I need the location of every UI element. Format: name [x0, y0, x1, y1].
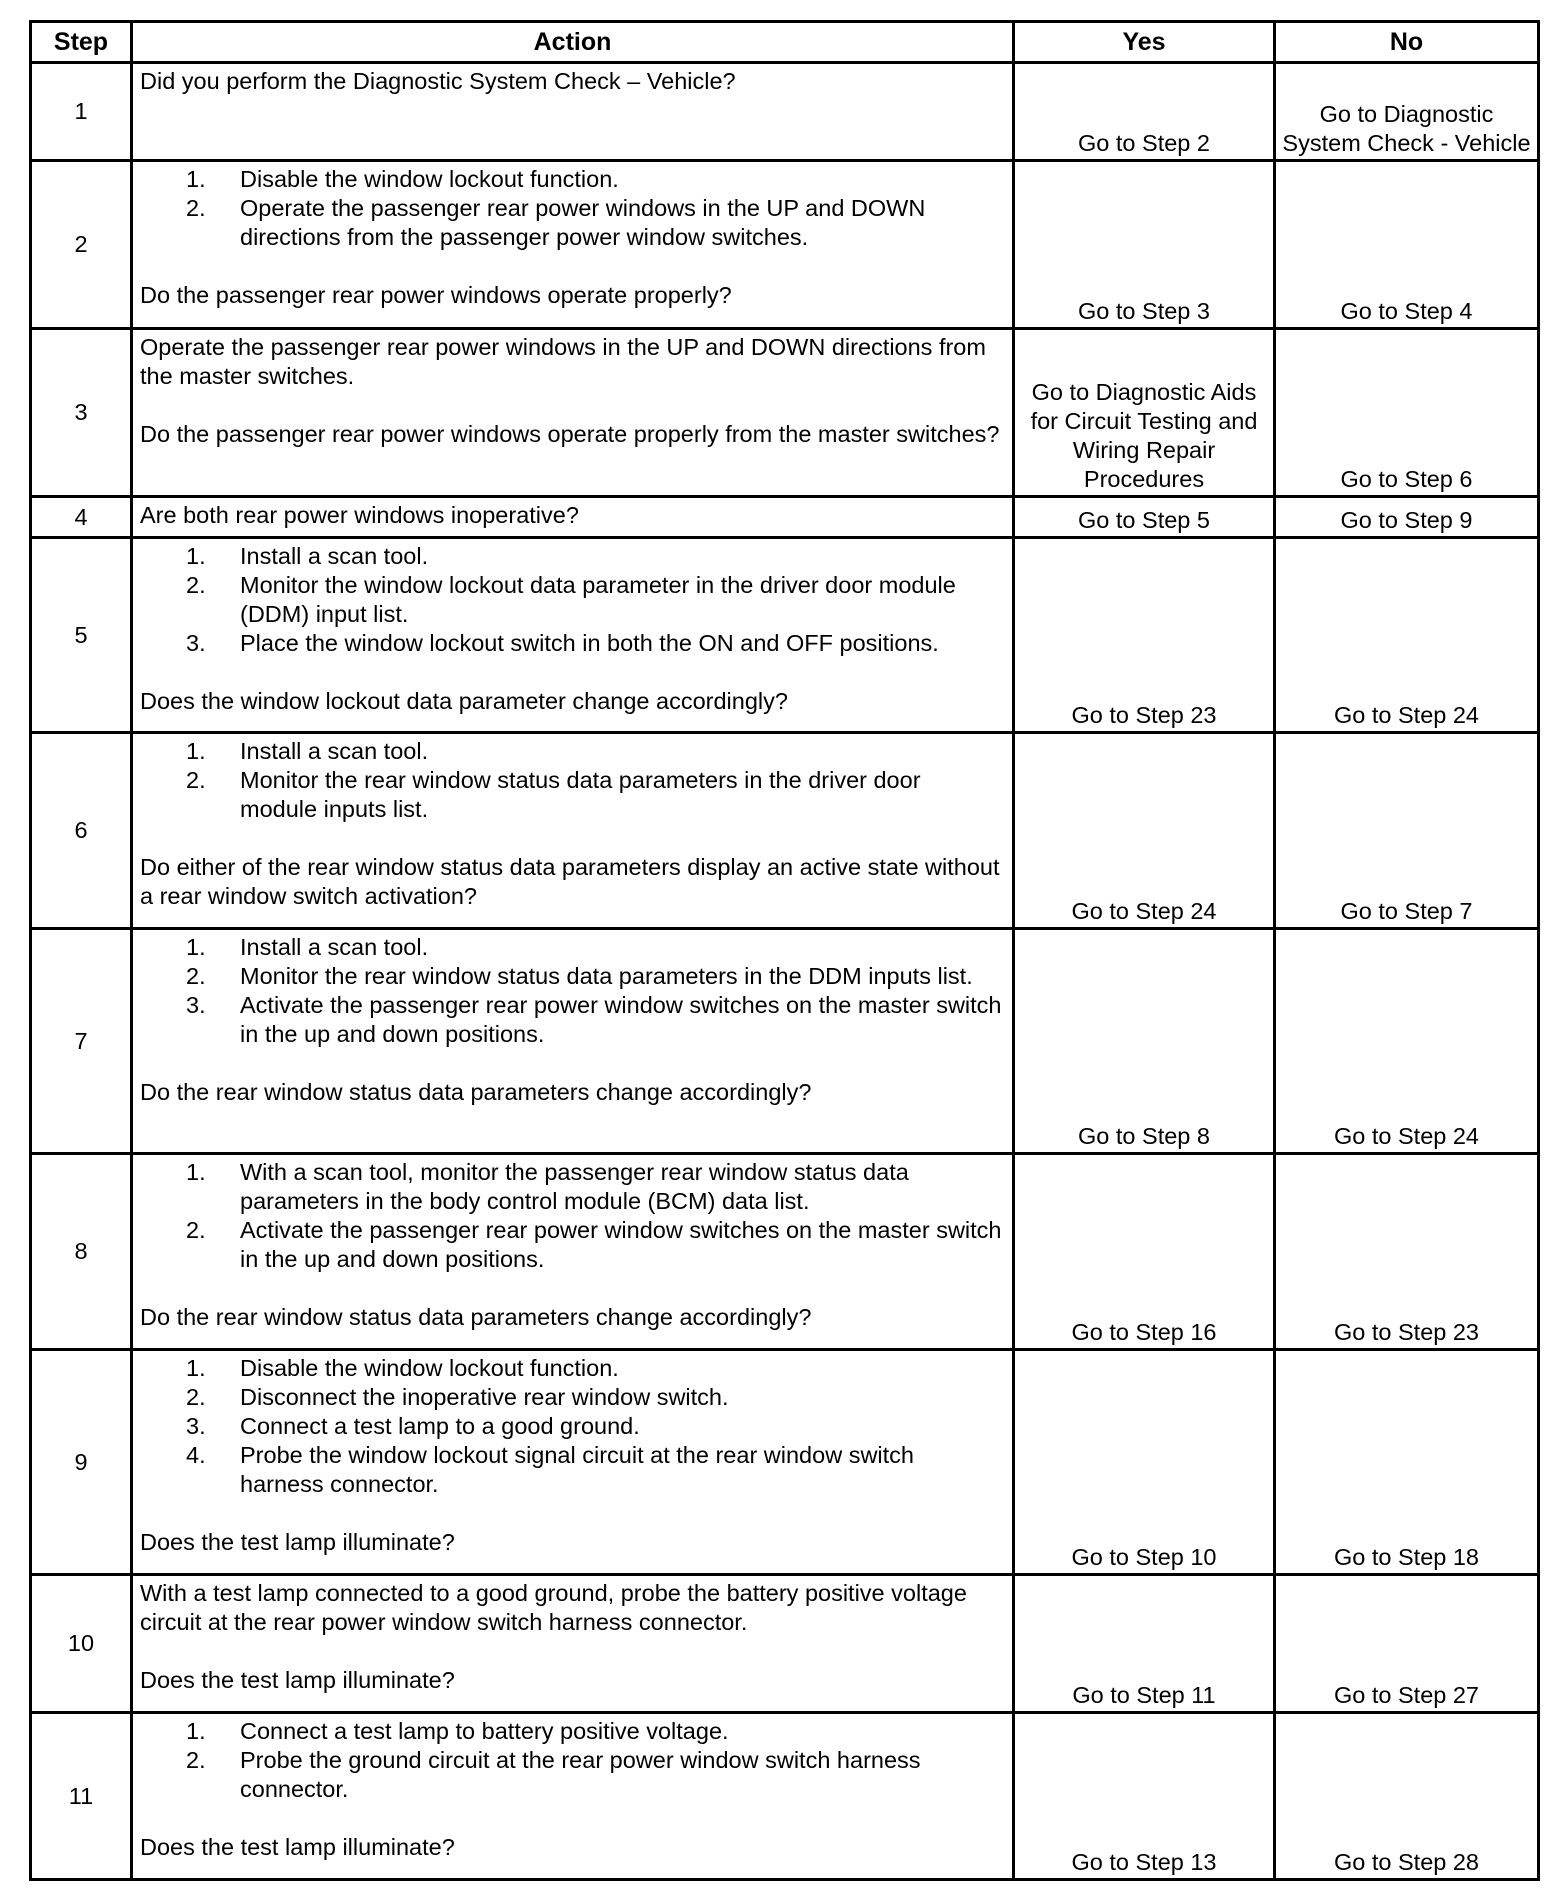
step-number: 3	[31, 329, 132, 497]
diagnostic-table	[29, 20, 1540, 1881]
step-number: 8	[31, 1154, 132, 1350]
table-row	[31, 329, 1539, 497]
action-steps	[140, 1158, 1004, 1274]
list-item: 2. Probe the ground circuit at the rear power window switch harness connector.	[186, 1747, 921, 1802]
yes-cell: Go to Step 23	[1014, 538, 1275, 733]
yes-cell: Go to Step 13	[1014, 1713, 1275, 1880]
yes-cell: Go to Step 24	[1014, 733, 1275, 929]
list-item: 2. Activate the passenger rear power window switches on the master switch in the up and down positions.	[186, 1217, 1002, 1272]
step-number: 5	[31, 538, 132, 733]
step-number: 2	[31, 161, 132, 329]
action-cell	[132, 1350, 1014, 1575]
action-cell	[132, 538, 1014, 733]
action-cell	[132, 1575, 1014, 1713]
action-cell	[132, 161, 1014, 329]
list-item: 2. Monitor the window lockout data parameter in the driver door module (DDM) input list.	[186, 572, 956, 627]
no-cell: Go to Step 24	[1275, 538, 1539, 733]
no-cell: Go to Step 23	[1275, 1154, 1539, 1350]
action-question: Do the passenger rear power windows operate properly?	[140, 282, 732, 308]
table-row	[31, 1154, 1539, 1350]
no-cell: Go to Step 6	[1275, 329, 1539, 497]
action-question: Does the window lockout data parameter change accordingly?	[140, 688, 788, 714]
header-step: Step	[31, 22, 132, 63]
action-question: Do either of the rear window status data parameters display an active state without a rear window switch activation?	[140, 854, 1000, 909]
list-item: 1. With a scan tool, monitor the passenger rear window status data parameters in the body control module (BCM) data list.	[186, 1159, 909, 1214]
action-steps	[140, 1354, 1004, 1499]
yes-cell: Go to Diagnostic Aids for Circuit Testing and Wiring Repair Procedures	[1014, 329, 1275, 497]
list-item: 1. Install a scan tool.	[186, 543, 429, 569]
action-steps	[140, 165, 1004, 252]
list-item: 1. Install a scan tool.	[186, 934, 429, 960]
table-row	[31, 497, 1539, 538]
step-number: 4	[31, 497, 132, 538]
header-action: Action	[132, 22, 1014, 63]
list-item: 2. Operate the passenger rear power windows in the UP and DOWN directions from the passenger power window switches.	[186, 195, 926, 250]
action-cell	[132, 63, 1014, 161]
no-cell: Go to Diagnostic System Check - Vehicle	[1275, 63, 1539, 161]
list-item: 2. Disconnect the inoperative rear window switch.	[186, 1384, 729, 1410]
action-text: Operate the passenger rear power windows in the UP and DOWN directions from the master switches.	[140, 334, 986, 389]
action-text: Are both rear power windows inoperative?	[140, 502, 579, 528]
list-item: 2. Monitor the rear window status data parameters in the DDM inputs list.	[186, 963, 973, 989]
yes-cell: Go to Step 10	[1014, 1350, 1275, 1575]
step-number: 9	[31, 1350, 132, 1575]
action-steps	[140, 933, 1004, 1049]
no-cell: Go to Step 24	[1275, 929, 1539, 1154]
step-number: 1	[31, 63, 132, 161]
list-item: 1. Disable the window lockout function.	[186, 1355, 619, 1381]
list-item: 1. Connect a test lamp to battery positive voltage.	[186, 1718, 729, 1744]
action-question: Does the test lamp illuminate?	[140, 1667, 455, 1693]
no-cell: Go to Step 9	[1275, 497, 1539, 538]
action-question: Do the rear window status data parameters change accordingly?	[140, 1304, 812, 1330]
action-steps	[140, 737, 1004, 824]
step-number: 11	[31, 1713, 132, 1880]
list-item: 3. Activate the passenger rear power window switches on the master switch in the up and down positions.	[186, 992, 1002, 1047]
action-question: Does the test lamp illuminate?	[140, 1529, 455, 1555]
yes-cell: Go to Step 16	[1014, 1154, 1275, 1350]
action-cell	[132, 733, 1014, 929]
header-yes: Yes	[1014, 22, 1275, 63]
action-cell	[132, 1154, 1014, 1350]
table-row	[31, 63, 1539, 161]
header-no: No	[1275, 22, 1539, 63]
list-item: 3. Place the window lockout switch in both the ON and OFF positions.	[186, 630, 939, 656]
action-question: Do the rear window status data parameters change accordingly?	[140, 1079, 812, 1105]
list-item: 1. Disable the window lockout function.	[186, 166, 619, 192]
table-row	[31, 733, 1539, 929]
no-cell: Go to Step 4	[1275, 161, 1539, 329]
step-number: 7	[31, 929, 132, 1154]
yes-cell: Go to Step 11	[1014, 1575, 1275, 1713]
step-number: 10	[31, 1575, 132, 1713]
table-row	[31, 538, 1539, 733]
table-row	[31, 929, 1539, 1154]
table-row	[31, 1350, 1539, 1575]
action-cell	[132, 929, 1014, 1154]
list-item: 4. Probe the window lockout signal circuit at the rear window switch harness connector.	[186, 1442, 914, 1497]
no-cell: Go to Step 18	[1275, 1350, 1539, 1575]
action-steps	[140, 1717, 1004, 1804]
yes-cell: Go to Step 5	[1014, 497, 1275, 538]
table-row	[31, 1713, 1539, 1880]
action-question: Do the passenger rear power windows operate properly from the master switches?	[140, 421, 1000, 447]
no-cell: Go to Step 7	[1275, 733, 1539, 929]
yes-cell: Go to Step 8	[1014, 929, 1275, 1154]
no-cell: Go to Step 27	[1275, 1575, 1539, 1713]
list-item: 2. Monitor the rear window status data parameters in the driver door module inputs list.	[186, 767, 921, 822]
action-question: Does the test lamp illuminate?	[140, 1834, 455, 1860]
action-cell	[132, 497, 1014, 538]
action-text: Did you perform the Diagnostic System Check – Vehicle?	[140, 68, 736, 94]
action-text: With a test lamp connected to a good ground, probe the battery positive voltage circuit at the rear power window switch harness connector.	[140, 1580, 967, 1635]
list-item: 3. Connect a test lamp to a good ground.	[186, 1413, 640, 1439]
table-row	[31, 1575, 1539, 1713]
yes-cell: Go to Step 3	[1014, 161, 1275, 329]
list-item: 1. Install a scan tool.	[186, 738, 429, 764]
table-row	[31, 161, 1539, 329]
header-row	[31, 22, 1539, 63]
no-cell: Go to Step 28	[1275, 1713, 1539, 1880]
action-steps	[140, 542, 1004, 658]
yes-cell: Go to Step 2	[1014, 63, 1275, 161]
action-cell	[132, 329, 1014, 497]
action-cell	[132, 1713, 1014, 1880]
step-number: 6	[31, 733, 132, 929]
